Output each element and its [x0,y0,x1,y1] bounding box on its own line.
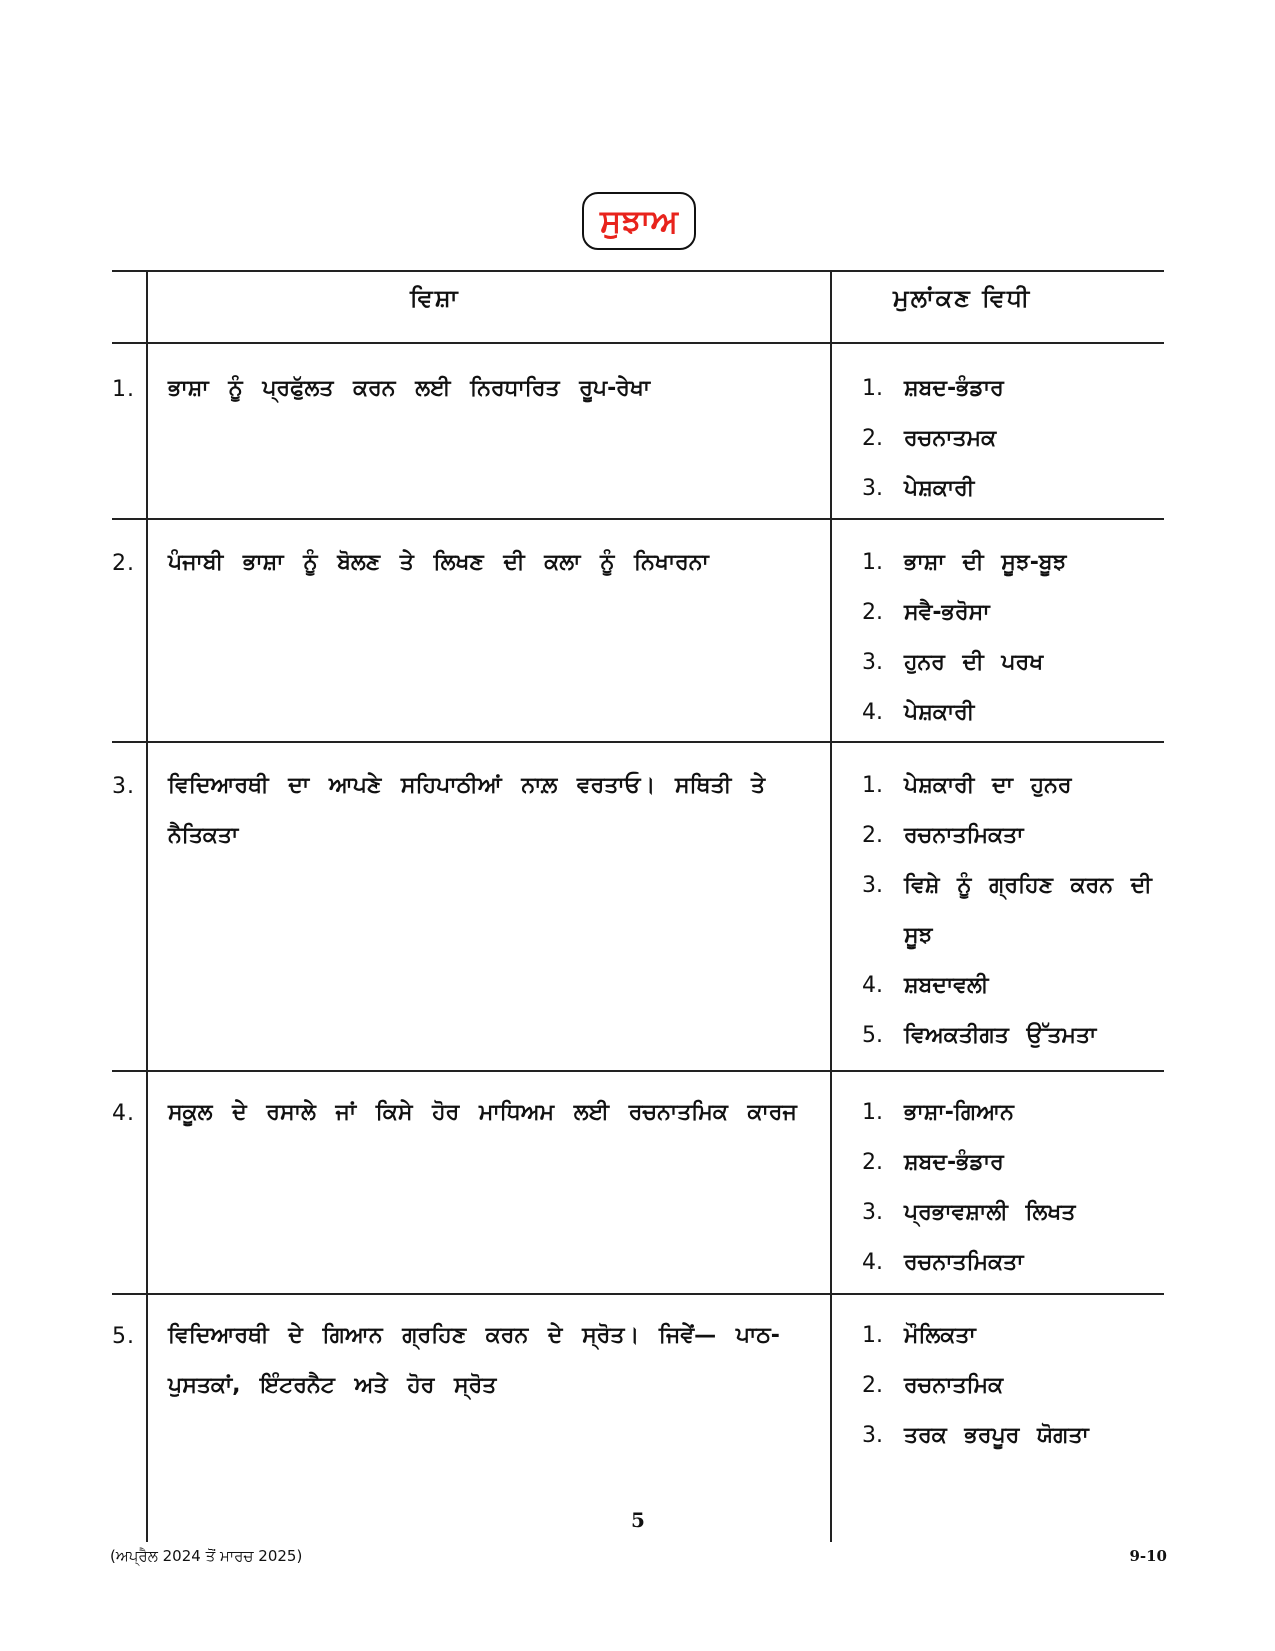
row-divider [112,1070,1164,1072]
method-item: 2. ਸ਼ਬਦ-ਭੰਡਾਰ [862,1150,1004,1175]
table-top-border [112,270,1164,272]
method-item: 3. ਤਰਕ ਭਰਪੂਰ ਯੋਗਤਾ [862,1423,1089,1448]
method-item: 2. ਰਚਨਾਤਮਿਕ [862,1373,1004,1398]
method-item: 1. ਸ਼ਬਦ-ਭੰਡਾਰ [862,376,1004,401]
row-number: 2. [112,551,135,576]
row-subject: ਸਕੂਲ ਦੇ ਰਸਾਲੇ ਜਾਂ ਕਿਸੇ ਹੋਰ ਮਾਧਿਅਮ ਲਈ ਰਚਨਾਤਮਿਕ ਕਾਰਜ [168,1100,797,1125]
method-list [862,364,1167,514]
method-list [862,1311,1167,1461]
method-item: 3. ਹੁਨਰ ਦੀ ਪਰਖ [862,650,1044,675]
row-subject: ਪੰਜਾਬੀ ਭਾਸ਼ਾ ਨੂੰ ਬੋਲਣ ਤੇ ਲਿਖਣ ਦੀ ਕਲਾ ਨੂੰ ਨਿਖਾਰਨਾ [168,550,709,575]
row-subject: ਵਿਦਿਆਰਥੀ ਦਾ ਆਪਣੇ ਸਹਿਪਾਠੀਆਂ ਨਾਲ਼ ਵਰਤਾਓ। ਸਥਿਤੀ ਤੇ ਨੈਤਿਕਤਾ [168,773,766,848]
footer-class-label: 9-10 [1129,1547,1167,1565]
method-item: 3. ਪੇਸ਼ਕਾਰੀ [862,476,975,501]
method-list [862,538,1167,738]
row-subject: ਭਾਸ਼ਾ ਨੂੰ ਪ੍ਰਫੁੱਲਤ ਕਰਨ ਲਈ ਨਿਰਧਾਰਿਤ ਰੂਪ-ਰੇਖਾ [168,376,651,401]
method-item: 4. ਪੇਸ਼ਕਾਰੀ [862,700,975,725]
row-number: 3. [112,774,135,799]
method-item: 2. ਰਚਨਾਤਮਕ [862,426,997,451]
method-item: 1. ਮੌਲਿਕਤਾ [862,1323,976,1348]
row-divider [112,1293,1164,1295]
column-divider-number [146,270,148,1542]
row-divider [112,518,1164,520]
method-item: 1. ਭਾਸ਼ਾ ਦੀ ਸੂਝ-ਬੂਝ [862,550,1067,575]
column-divider-method [830,270,832,1542]
method-item: 1. ਭਾਸ਼ਾ-ਗਿਆਨ [862,1100,1014,1125]
method-item: 3. ਵਿਸ਼ੇ ਨੂੰ ਗ੍ਰਹਿਣ ਕਰਨ ਦੀ ਸੂਝ [862,873,1152,948]
row-number: 4. [112,1101,135,1126]
method-item: 4. ਰਚਨਾਤਮਿਕਤਾ [862,1250,1024,1275]
method-item: 5. ਵਿਅਕਤੀਗਤ ਉੱਤਮਤਾ [862,1023,1097,1048]
method-item: 4. ਸ਼ਬਦਾਵਲੀ [862,973,989,998]
row-number: 1. [112,377,135,402]
page-number: 5 [631,1508,645,1532]
row-subject: ਵਿਦਿਆਰਥੀ ਦੇ ਗਿਆਨ ਗ੍ਰਹਿਣ ਕਰਨ ਦੇ ਸ੍ਰੋਤ। ਜਿਵੇਂ— ਪਾਠ-ਪੁਸਤਕਾਂ, ਇੰਟਰਨੈਟ ਅਤੇ ਹੋਰ ਸ੍ਰੋਤ [168,1323,780,1398]
column-header-subject: ਵਿਸ਼ਾ [410,284,460,312]
method-item: 1. ਪੇਸ਼ਕਾਰੀ ਦਾ ਹੁਨਰ [862,773,1072,798]
method-item: 3. ਪ੍ਰਭਾਵਸ਼ਾਲੀ ਲਿਖਤ [862,1200,1076,1225]
row-number: 5. [112,1324,135,1349]
header-bottom-border [112,342,1164,344]
column-header-method: ਮੁਲਾਂਕਣ ਵਿਧੀ [893,284,1032,312]
footer-date-range: (ਅਪ੍ਰੈਲ 2024 ਤੋਂ ਮਾਰਚ 2025) [110,1547,303,1565]
method-item: 2. ਰਚਨਾਤਮਿਕਤਾ [862,823,1024,848]
row-divider [112,741,1164,743]
method-item: 2. ਸਵੈ-ਭਰੋਸਾ [862,600,990,625]
method-list [862,761,1167,1061]
method-list [862,1088,1167,1288]
page-title: ਸੁਝਾਅ [582,192,696,250]
